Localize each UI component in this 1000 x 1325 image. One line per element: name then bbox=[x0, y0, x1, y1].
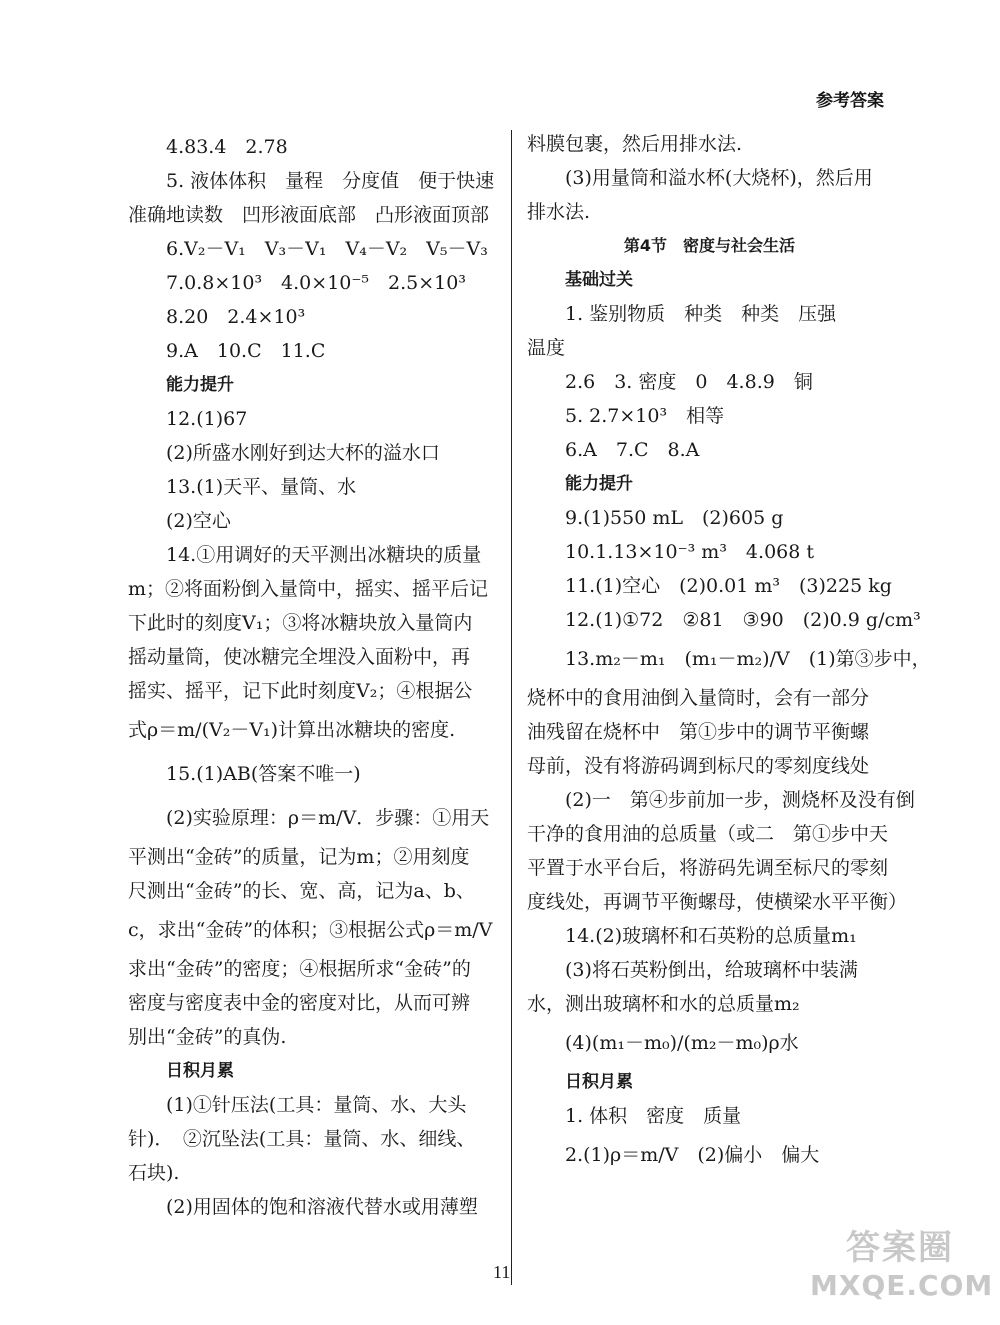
watermark-text-bottom: MXQE.COM bbox=[810, 1269, 994, 1302]
answer-line: 12.(1)①72 ②81 ③90 (2)0.9 g/cm³ bbox=[565, 609, 921, 631]
answer-line: 烧杯中的食用油倒入量筒时，会有一部分 bbox=[527, 687, 870, 709]
answer-line: (3)将石英粉倒出，给玻璃杯中装满 bbox=[565, 959, 858, 981]
answer-line: 摇动量筒，使冰糖完全埋没入面粉中，再 bbox=[128, 646, 471, 668]
answer-line: 1. 鉴别物质 种类 种类 压强 bbox=[565, 303, 837, 325]
answer-line: 平测出“金砖”的质量，记为m；②用刻度 bbox=[128, 846, 470, 868]
formula-line: (4)(m₁－m₀)/(m₂－m₀)ρ水 bbox=[565, 1032, 799, 1054]
answer-line: 10.1.13×10⁻³ m³ 4.068 t bbox=[565, 541, 815, 563]
answer-line: 石块). bbox=[128, 1162, 180, 1184]
answer-line: 水，测出玻璃杯和水的总质量m₂ bbox=[527, 993, 800, 1015]
answer-line: 7.0.8×10³ 4.0×10⁻⁵ 2.5×10³ bbox=[166, 272, 466, 294]
answer-line: 15.(1)AB(答案不唯一) bbox=[166, 763, 361, 785]
answer-line: 14.(2)玻璃杯和石英粉的总质量m₁ bbox=[565, 925, 857, 947]
answer-line: 干净的食用油的总质量（或二 第①步中天 bbox=[527, 823, 889, 845]
formula-line: (2)实验原理：ρ＝m/V．步骤：①用天 bbox=[166, 807, 490, 829]
answer-line: 度线处，再调节平衡螺母，使横梁水平平衡） bbox=[527, 891, 908, 913]
answer-line: 8.20 2.4×10³ bbox=[166, 306, 306, 328]
answer-line: 针)． ②沉坠法(工具：量筒、水、细线、 bbox=[128, 1128, 476, 1150]
section-title: 第4节 密度与社会生活 bbox=[623, 236, 796, 255]
answer-line: 求出“金砖”的密度；④根据所求“金砖”的 bbox=[128, 958, 471, 980]
watermark-logo bbox=[810, 1220, 994, 1320]
section-heading: 能力提升 bbox=[166, 375, 234, 395]
section-heading: 基础过关 bbox=[565, 270, 633, 290]
answer-line: 料膜包裹，然后用排水法. bbox=[527, 133, 743, 155]
formula-line: 式ρ＝m/(V₂－V₁)计算出冰糖块的密度. bbox=[128, 719, 456, 741]
formula-line: c，求出“金砖”的体积；③根据公式ρ＝m/V bbox=[128, 919, 493, 941]
answer-line: m；②将面粉倒入量筒中，摇实、摇平后记 bbox=[128, 578, 489, 600]
answer-line: 温度 bbox=[527, 337, 566, 359]
answer-line: 1. 体积 密度 质量 bbox=[565, 1105, 742, 1127]
answer-line: 摇实、摇平，记下此时刻度V₂；④根据公 bbox=[128, 680, 473, 702]
answer-line: (2)用固体的饱和溶液代替水或用薄塑 bbox=[166, 1196, 478, 1218]
answer-line: 11.(1)空心 (2)0.01 m³ (3)225 kg bbox=[565, 575, 892, 597]
answer-line: 下此时的刻度V₁；③将冰糖块放入量筒内 bbox=[128, 612, 473, 634]
answer-line: (2)所盛水刚好到达大杯的溢水口 bbox=[166, 442, 440, 464]
watermark-text-top: 答案圈 bbox=[846, 1228, 954, 1268]
answer-line: (2)一 第④步前加一步，测烧杯及没有倒 bbox=[565, 789, 915, 811]
answer-line: 尺测出“金砖”的长、宽、高，记为a、b、 bbox=[128, 880, 475, 902]
left-column bbox=[128, 130, 500, 1224]
answer-line: (3)用量筒和溢水杯(大烧杯)，然后用 bbox=[565, 167, 873, 189]
answer-line: 6.V₂－V₁ V₃－V₁ V₄－V₂ V₅－V₃ bbox=[166, 238, 488, 260]
section-heading: 日积月累 bbox=[166, 1061, 234, 1081]
answer-line: 母前，没有将游码调到标尺的零刻度线处 bbox=[527, 755, 870, 777]
answer-line: (2)空心 bbox=[166, 510, 231, 532]
answer-line: 5. 2.7×10³ 相等 bbox=[565, 405, 725, 427]
formula-line: 2.(1)ρ＝m/V (2)偏小 偏大 bbox=[565, 1144, 820, 1166]
section-heading: 日积月累 bbox=[565, 1072, 633, 1092]
answer-line: 油残留在烧杯中 第①步中的调节平衡螺 bbox=[527, 721, 870, 743]
answer-line: 9.(1)550 mL (2)605 g bbox=[565, 507, 784, 529]
page-number: 11 bbox=[493, 1262, 511, 1282]
answer-line: 排水法. bbox=[527, 201, 591, 223]
answer-line: 密度与密度表中金的密度对比，从而可辨 bbox=[128, 992, 471, 1014]
answer-line: 别出“金砖”的真伪. bbox=[128, 1026, 287, 1048]
column-divider bbox=[511, 130, 512, 1285]
answer-line: 14.①用调好的天平测出冰糖块的质量 bbox=[166, 544, 482, 566]
answer-line: 5. 液体体积 量程 分度值 便于快速 bbox=[166, 170, 495, 192]
answer-line: 平置于水平台后，将游码先调至标尺的零刻 bbox=[527, 857, 889, 879]
section-heading: 能力提升 bbox=[565, 474, 633, 494]
answer-line: 4.83.4 2.78 bbox=[166, 136, 288, 158]
page-header-title: 参考答案 bbox=[816, 91, 884, 111]
answer-line: 2.6 3. 密度 0 4.8.9 铜 bbox=[565, 371, 813, 393]
answer-line: (1)①针压法(工具：量筒、水、大头 bbox=[166, 1094, 467, 1116]
answer-line: 6.A 7.C 8.A bbox=[565, 439, 700, 461]
answer-line: 9.A 10.C 11.C bbox=[166, 340, 326, 362]
formula-line: 13.m₂－m₁ (m₁－m₂)/V (1)第③步中， bbox=[565, 648, 931, 670]
answer-line: 12.(1)67 bbox=[166, 408, 248, 430]
right-column bbox=[527, 127, 931, 1177]
answer-line: 13.(1)天平、量筒、水 bbox=[166, 476, 357, 498]
answer-line: 准确地读数 凹形液面底部 凸形液面顶部 bbox=[128, 204, 490, 226]
